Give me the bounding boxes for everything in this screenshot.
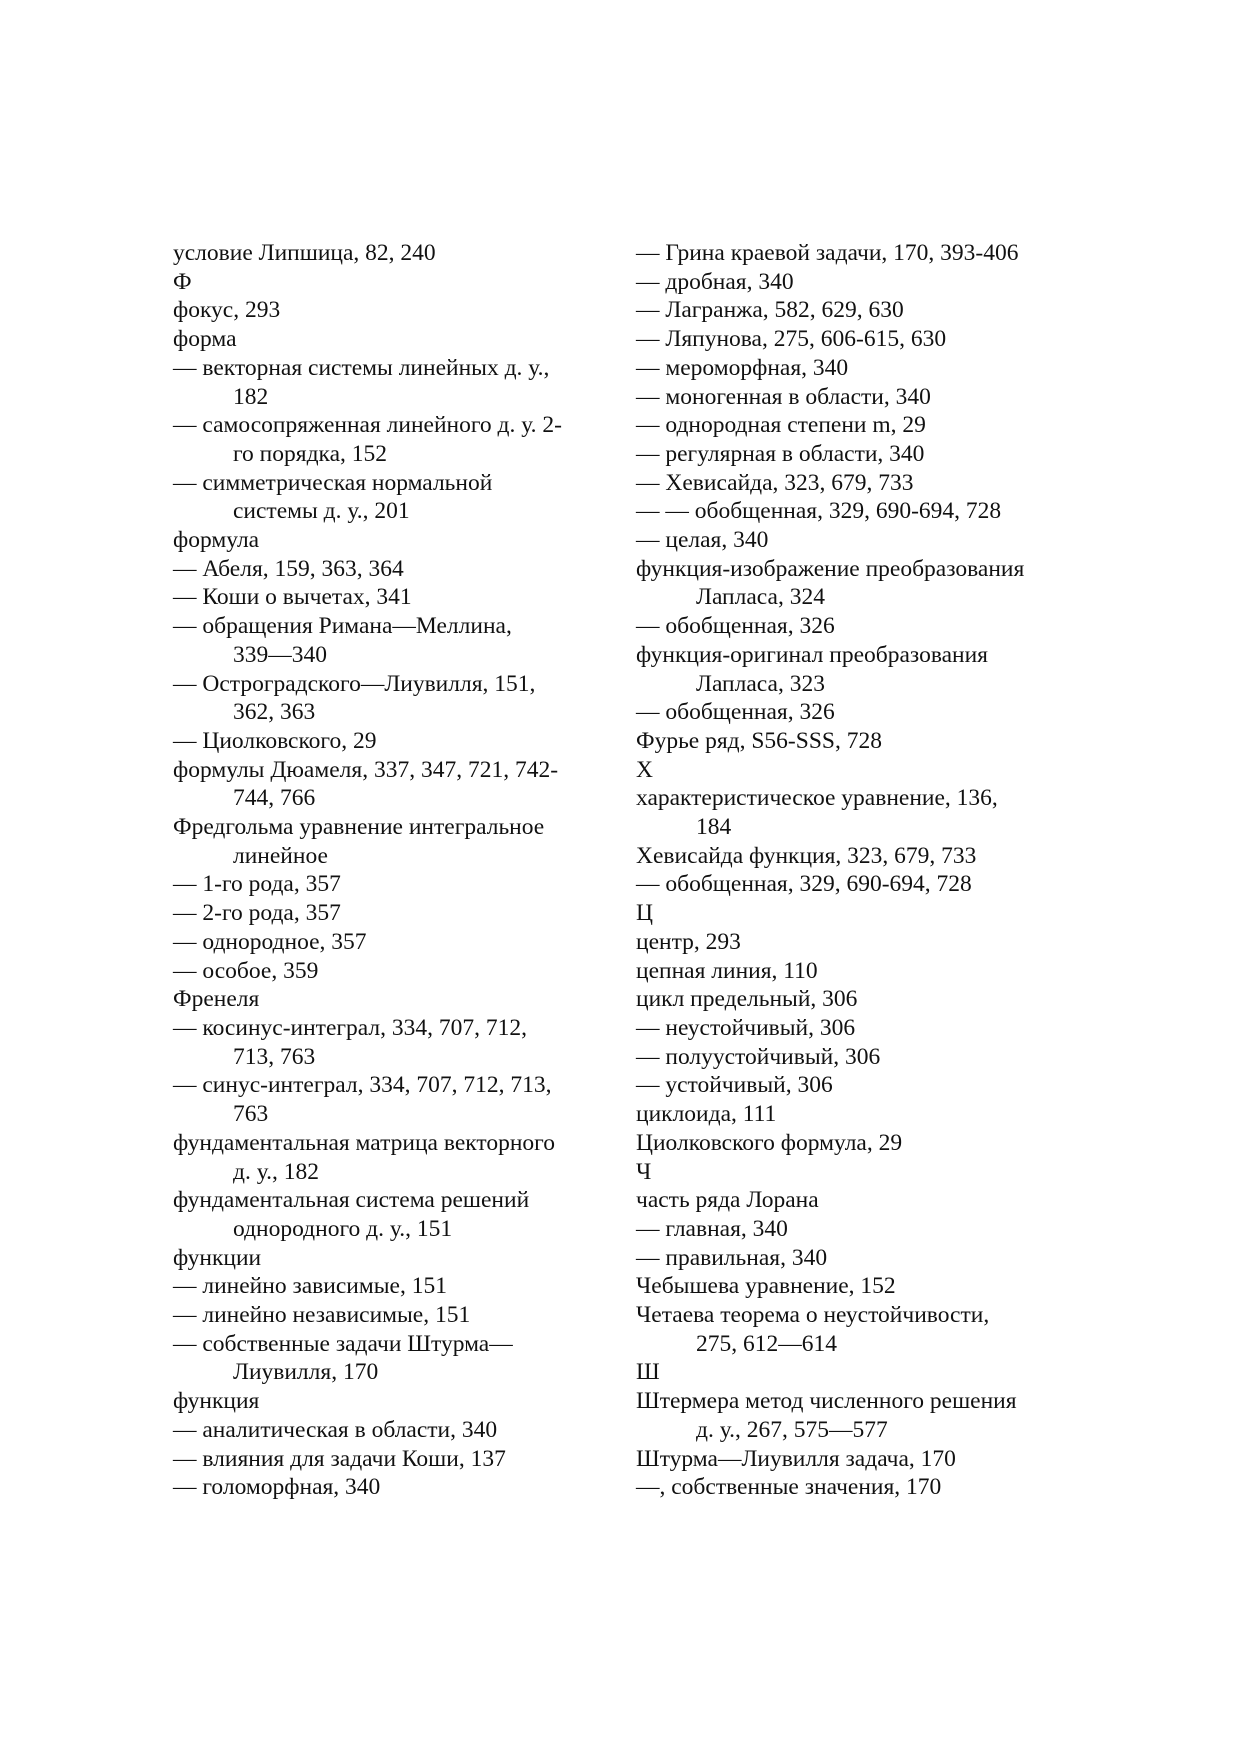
- index-entry: фокус, 293: [173, 297, 281, 324]
- index-entry: Ч: [636, 1158, 652, 1185]
- index-entry-continuation: 744, 766: [233, 785, 316, 812]
- index-entry-continuation: системы д. у., 201: [233, 498, 410, 525]
- index-entry: — однородное, 357: [173, 928, 367, 955]
- index-entry: формула: [173, 527, 260, 554]
- index-entry-continuation: 339—340: [233, 641, 327, 668]
- index-entry: — полуустойчивый, 306: [636, 1043, 881, 1070]
- index-entry: — собственные задачи Штурма—: [173, 1330, 513, 1357]
- index-entry: — обобщенная, 326: [636, 699, 835, 726]
- index-entry: —, собственные значения, 170: [636, 1474, 942, 1501]
- index-entry: Штермера метод численного решения: [636, 1388, 1017, 1415]
- index-entry: Фурье ряд, S56-SSS, 728: [636, 727, 882, 754]
- index-entry: Четаева теорема о неустойчивости,: [636, 1302, 990, 1329]
- index-entry: функции: [173, 1244, 262, 1271]
- index-entry: — однородная степени m, 29: [636, 412, 926, 439]
- index-entry: — самосопряженная линейного д. у. 2-: [173, 412, 562, 439]
- index-entry: Ц: [636, 900, 653, 927]
- index-entry: — Ляпунова, 275, 606-615, 630: [636, 326, 947, 353]
- index-entry: — Грина краевой задачи, 170, 393-406: [636, 240, 1019, 266]
- index-entry: Чебышева уравнение, 152: [636, 1273, 896, 1300]
- index-entry: функция-изображение преобразования: [636, 555, 1025, 582]
- index-entry: характеристическое уравнение, 136,: [636, 785, 998, 812]
- index-entry: — Лагранжа, 582, 629, 630: [636, 297, 904, 324]
- index-entry: — косинус-интеграл, 334, 707, 712,: [173, 1014, 528, 1041]
- index-entry: — линейно зависимые, 151: [173, 1273, 447, 1300]
- index-entry: циклоида, 111: [636, 1101, 777, 1128]
- index-entry: Хевисайда функция, 323, 679, 733: [636, 842, 977, 869]
- index-entry: часть ряда Лорана: [636, 1187, 819, 1214]
- index-entry-continuation: 182: [233, 383, 269, 410]
- index-entry: — Коши о вычетах, 341: [173, 584, 412, 611]
- index-entry: форма: [173, 326, 237, 353]
- index-entry: — линейно независимые, 151: [173, 1302, 471, 1329]
- index-entry: — влияния для задачи Коши, 137: [173, 1445, 506, 1472]
- index-entry: — главная, 340: [636, 1215, 788, 1242]
- index-entry: — неустойчивый, 306: [636, 1014, 856, 1041]
- index-entry: формулы Дюамеля, 337, 347, 721, 742-: [173, 756, 559, 783]
- index-entry: Ш: [636, 1359, 660, 1386]
- index-entry: — Циолковского, 29: [173, 727, 377, 754]
- index-entry-continuation: 275, 612—614: [696, 1330, 837, 1357]
- index-entry-continuation: 184: [696, 814, 732, 841]
- index-entry: фундаментальная матрица векторного: [173, 1129, 555, 1156]
- index-entry: Френеля: [173, 986, 260, 1013]
- index-entry: цепная линия, 110: [636, 957, 818, 984]
- index-entry: цикл предельный, 306: [636, 986, 858, 1013]
- index-entry: — обобщенная, 326: [636, 613, 835, 640]
- index-entry: фундаментальная система решений: [173, 1187, 530, 1214]
- index-entry-continuation: 713, 763: [233, 1043, 316, 1070]
- index-entry: Штурма—Лиувилля задача, 170: [636, 1445, 956, 1472]
- index-entry: — синус-интеграл, 334, 707, 712, 713,: [173, 1072, 552, 1099]
- index-column-left: [173, 239, 643, 1502]
- index-entry: — Остроградского—Лиувилля, 151,: [173, 670, 536, 697]
- index-entry: Ф: [173, 268, 192, 295]
- index-entry: функция-оригинал преобразования: [636, 641, 988, 668]
- index-entry-continuation: линейное: [233, 842, 328, 869]
- index-entry: — мероморфная, 340: [636, 354, 849, 381]
- index-entry: — правильная, 340: [636, 1244, 828, 1271]
- index-entry: — векторная системы линейных д. у.,: [173, 354, 550, 381]
- index-entry: — симметрическая нормальной: [173, 469, 493, 496]
- index-entry-continuation: Лапласа, 323: [696, 670, 825, 697]
- index-entry-continuation: Лиувилля, 170: [233, 1359, 379, 1386]
- index-entry: Циолковского формула, 29: [636, 1129, 903, 1156]
- index-entry: — устойчивый, 306: [636, 1072, 833, 1099]
- index-entry: — моногенная в области, 340: [636, 383, 931, 410]
- index-entry: — целая, 340: [636, 527, 769, 554]
- index-entry: — обобщенная, 329, 690-694, 728: [636, 871, 972, 898]
- index-entry: функция: [173, 1388, 260, 1415]
- index-entry-continuation: д. у., 267, 575—577: [696, 1416, 888, 1443]
- index-column-right: [636, 239, 1106, 1502]
- index-entry: — Абеля, 159, 363, 364: [173, 555, 404, 582]
- index-entry-continuation: Лапласа, 324: [696, 584, 825, 611]
- index-entry: — 1-го рода, 357: [173, 871, 341, 898]
- index-entry: — особое, 359: [173, 957, 319, 984]
- index-entry: X: [636, 756, 653, 783]
- index-entry: — Хевисайда, 323, 679, 733: [636, 469, 914, 496]
- index-entry: — аналитическая в области, 340: [173, 1416, 498, 1443]
- index-entry: условие Липшица, 82, 240: [173, 240, 436, 266]
- index-entry: — 2-го рода, 357: [173, 900, 341, 927]
- index-entry-continuation: д. у., 182: [233, 1158, 319, 1185]
- index-entry: — дробная, 340: [636, 268, 794, 295]
- index-entry-continuation: 763: [233, 1101, 269, 1128]
- index-entry: — — обобщенная, 329, 690-694, 728: [636, 498, 1002, 525]
- index-entry: центр, 293: [636, 928, 741, 955]
- index-entry-continuation: го порядка, 152: [233, 440, 388, 467]
- index-entry: — голоморфная, 340: [173, 1474, 381, 1501]
- index-entry-continuation: 362, 363: [233, 699, 316, 726]
- index-entry: — обращения Римана—Меллина,: [173, 613, 512, 640]
- index-entry-continuation: однородного д. у., 151: [233, 1215, 453, 1242]
- index-entry: — регулярная в области, 340: [636, 440, 925, 467]
- index-entry: Фредгольма уравнение интегральное: [173, 814, 545, 841]
